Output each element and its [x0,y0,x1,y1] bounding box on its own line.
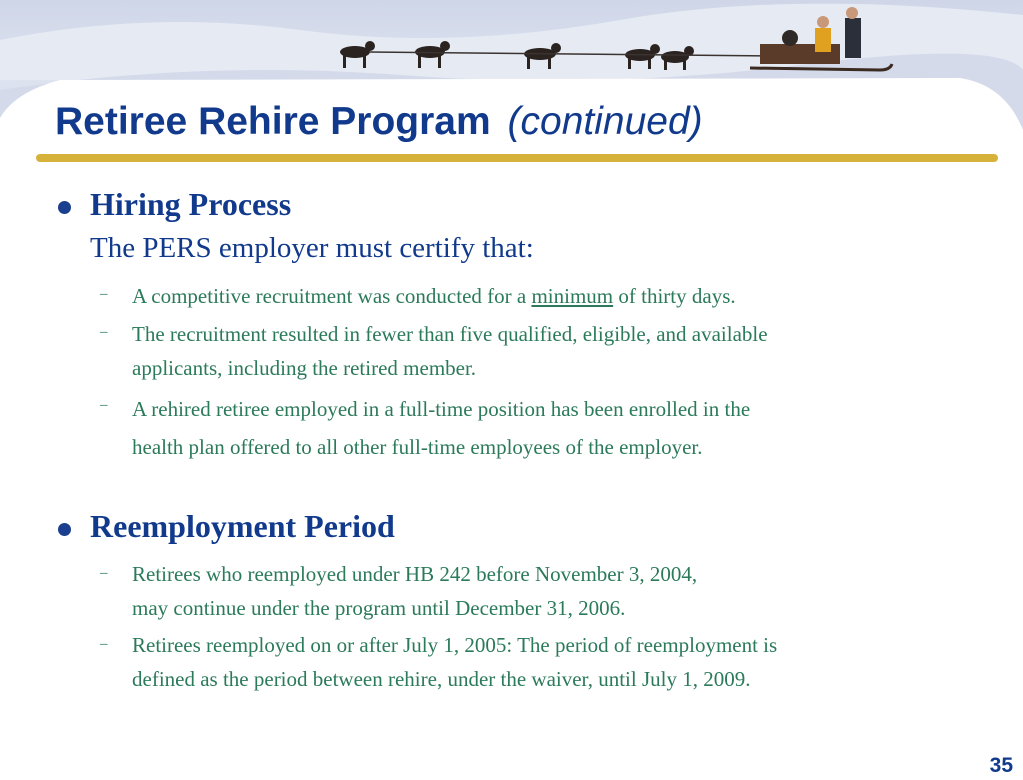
list-item: The recruitment resulted in fewer than five qualified, eligible, and available applicants, including the retired member. [132,322,768,380]
page-number: 35 [989,754,1013,777]
item-dash: – [100,565,108,581]
section-subheading: The PERS employer must certify that: [90,232,534,264]
list-item: A competitive recruitment was conducted for a minimum of thirty days. [132,284,736,308]
section-bullet [58,201,71,214]
item-dash: – [100,286,108,302]
list-item: Retirees reemployed on or after July 1, 2005: The period of reemployment is defined as the period between rehire, under the waiver, until July 1, 2009. [132,633,778,691]
list-item: A rehired retiree employed in a full-time position has been enrolled in the health plan offered to all other full-time employees of the employer. [132,397,751,459]
item-dash: – [100,636,108,652]
item-dash: – [100,324,108,340]
section-heading-hiring-process: Hiring Process [90,186,292,222]
item-dash: – [100,397,108,413]
list-item: Retirees who reemployed under HB 242 before November 3, 2004, may continue under the program until December 31, 2006. [132,562,698,620]
section-bullet [58,523,71,536]
slide-title-suffix: (continued) [507,100,703,143]
slide-title: Retiree Rehire Program (continued) [55,100,703,143]
section-heading-reemployment-period: Reemployment Period [90,508,395,544]
